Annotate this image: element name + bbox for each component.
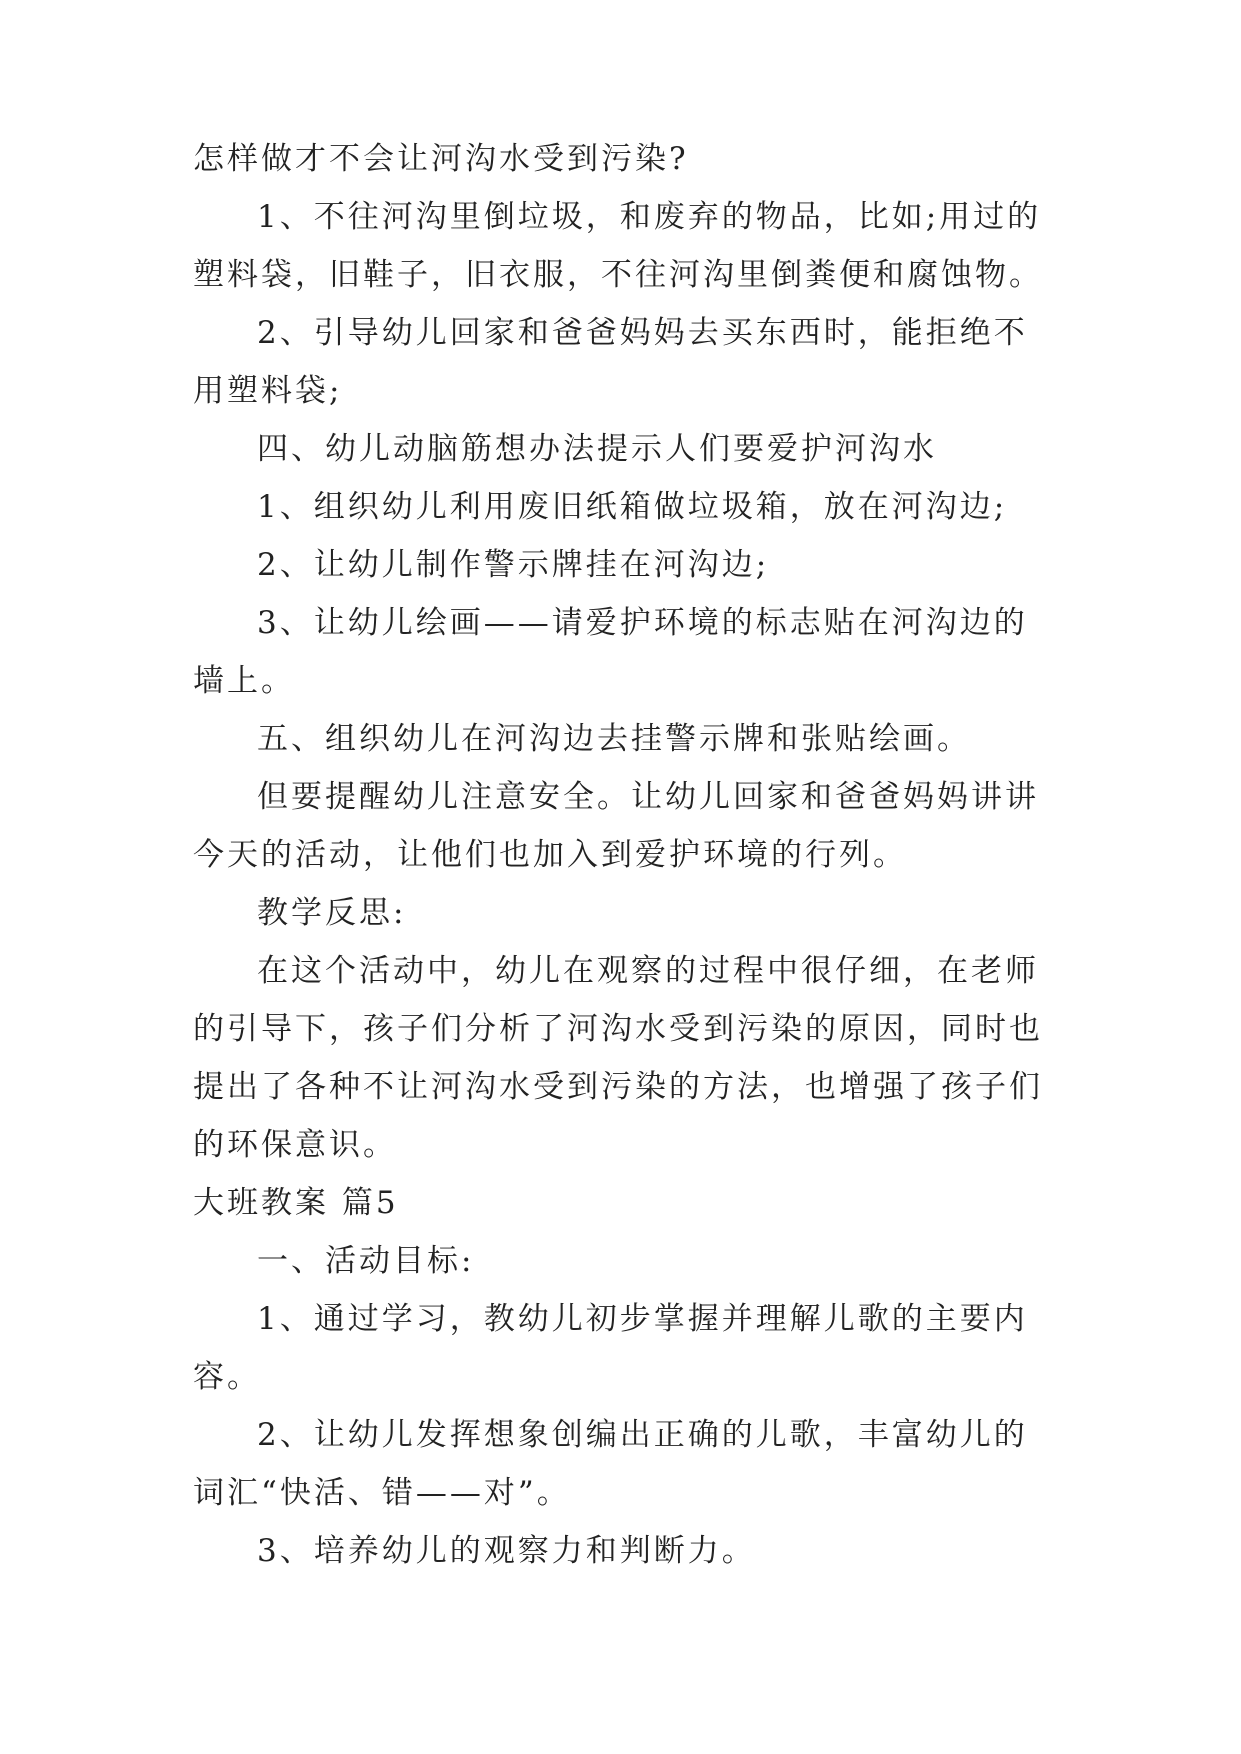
section-heading: 五、组织幼儿在河沟边去挂警示牌和张贴绘画。 bbox=[257, 721, 971, 757]
paragraph-item: 1、通过学习，教幼儿初步掌握并理解儿歌的主要内容。 bbox=[193, 1301, 1028, 1395]
lesson-title: 大班教案 篇5 bbox=[193, 1185, 399, 1221]
paragraph-item: 1、不往河沟里倒垃圾，和废弃的物品，比如;用过的塑料袋，旧鞋子，旧衣服，不往河沟里倒粪便和腐蚀物。 bbox=[193, 199, 1043, 293]
document-body bbox=[193, 130, 1053, 1580]
paragraph-item: 2、让幼儿制作警示牌挂在河沟边; bbox=[257, 547, 770, 583]
section-heading: 四、幼儿动脑筋想办法提示人们要爱护河沟水 bbox=[257, 431, 937, 467]
section-heading: 一、活动目标: bbox=[257, 1243, 475, 1279]
paragraph-item: 1、组织幼儿利用废旧纸箱做垃圾箱，放在河沟边; bbox=[257, 489, 1008, 525]
paragraph-text: 在这个活动中，幼儿在观察的过程中很仔细，在老师的引导下，孩子们分析了河沟水受到污染的原因，同时也提出了各种不让河沟水受到污染的方法，也增强了孩子们的环保意识。 bbox=[193, 953, 1043, 1163]
subheading: 教学反思: bbox=[257, 895, 407, 931]
paragraph-text: 但要提醒幼儿注意安全。让幼儿回家和爸爸妈妈讲讲今天的活动，让他们也加入到爱护环境的行列。 bbox=[193, 779, 1039, 873]
paragraph-item: 2、让幼儿发挥想象创编出正确的儿歌，丰富幼儿的词汇“快活、错——对”。 bbox=[193, 1417, 1028, 1511]
paragraph-item: 3、让幼儿绘画——请爱护环境的标志贴在河沟边的墙上。 bbox=[193, 605, 1028, 699]
paragraph-question: 怎样做才不会让河沟水受到污染? bbox=[193, 141, 689, 177]
paragraph-item: 2、引导幼儿回家和爸爸妈妈去买东西时，能拒绝不用塑料袋; bbox=[193, 315, 1028, 409]
paragraph-item: 3、培养幼儿的观察力和判断力。 bbox=[257, 1533, 756, 1569]
